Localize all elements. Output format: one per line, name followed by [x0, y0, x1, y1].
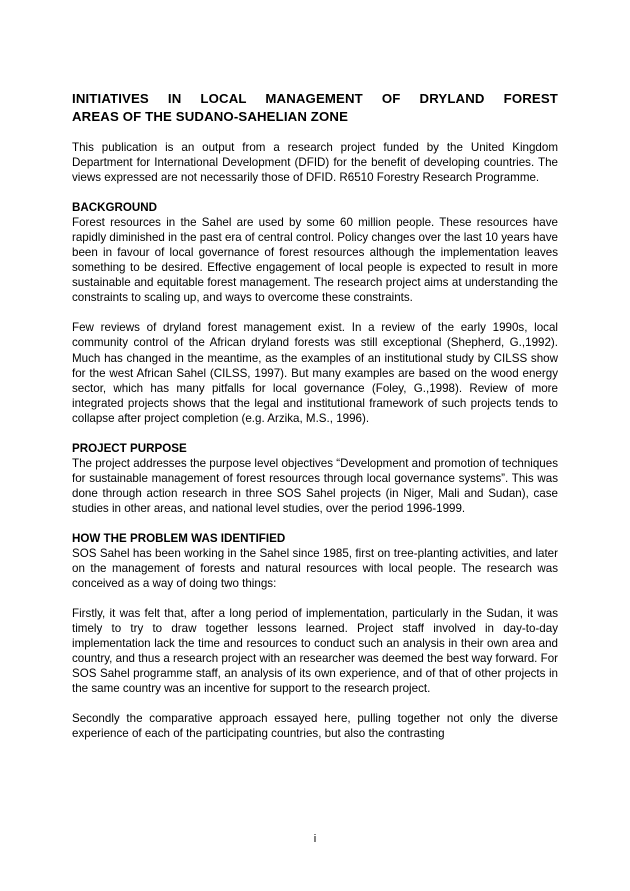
section-paragraph: Firstly, it was felt that, after a long period of implementation, particularly in the Sudan, it was timely to try to draw together lessons learned. Project staff involved in day-to-day implementation lack the time and resources to conduct such an analysis in their own area and country, and thus a research project with an researcher was deemed the best way forward. For SOS Sahel programme staff, an analysis of its own experience, and of that of other projects in the same country was an incentive for support to the research project.	[72, 607, 558, 696]
spacer	[72, 696, 558, 711]
section-paragraph: The project addresses the purpose level objectives “Development and promotion of techniques for sustainable management of forest resources through local governance systems”. This was done through action research in three SOS Sahel projects (in Niger, Mali and Sudan), case studies in other areas, and national level studies, over the period 1996-1999.	[72, 456, 558, 515]
section-paragraph: Secondly the comparative approach essayed here, pulling together not only the diverse experience of each of the participating countries, but also the contrasting	[72, 712, 558, 741]
spacer	[72, 185, 558, 200]
spacer	[72, 305, 558, 320]
section-paragraph: Few reviews of dryland forest management exist. In a review of the early 1990s, local community control of the African dryland forests was still exceptional (Shepherd, G.,1992). Much has changed in the meantime, as the examples of an institutional study by CILSS show for the west African Sahel (CILSS, 1997). But many examples are based on the wood energy sector, which has many pitfalls for local governance (Foley, G.,1998). Review of more integrated projects shows that the legal and institutional framework of such projects tends to collapse after project completion (e.g. Arzika, M.S., 1996).	[72, 321, 558, 425]
intro-paragraph: This publication is an output from a research project funded by the United Kingdom Department for International Development (DFID) for the benefit of developing countries. The views expressed are not necessarily those of DFID. R6510 Forestry Research Programme.	[72, 141, 558, 185]
page-title-line-1: INITIATIVES IN LOCAL MANAGEMENT OF DRYLAND FOREST	[72, 91, 558, 106]
page-title-line-2: AREAS OF THE SUDANO-SAHELIAN ZONE	[72, 108, 349, 124]
spacer	[72, 591, 558, 606]
section-heading-project-purpose: PROJECT PURPOSE	[72, 441, 187, 455]
section-heading-how-the-problem-was-identified: HOW THE PROBLEM WAS IDENTIFIED	[72, 531, 286, 545]
spacer	[72, 426, 558, 441]
page-title	[72, 90, 558, 125]
section-paragraph: SOS Sahel has been working in the Sahel since 1985, first on tree-planting activities, and later on the management of forests and natural resources with local people. The research was conceived as a way of doing two things:	[72, 546, 558, 591]
section-heading-background: BACKGROUND	[72, 201, 158, 215]
section-paragraph: Forest resources in the Sahel are used by some 60 million people. These resources have rapidly diminished in the past era of central control. Policy changes over the last 10 years have been in favour of local governance of forest resources although the implementation leaves something to be desired. Effective engagement of local people is expected to result in more sustainable and equitable forest management. The research project aims at understanding the constraints to scaling up, and ways to overcome these constraints.	[72, 216, 558, 305]
page-content	[72, 90, 558, 741]
page-number: i	[313, 833, 317, 845]
spacer	[72, 516, 558, 531]
